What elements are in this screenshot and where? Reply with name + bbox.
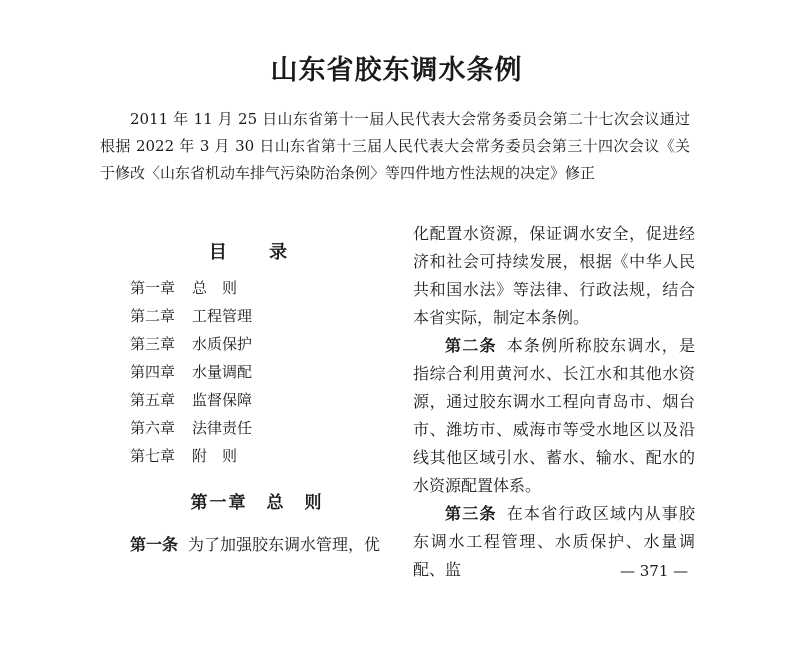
article-1 [130, 531, 384, 559]
toc-chapter: 第四章 [130, 363, 176, 381]
toc-chapter-name: 水量调配 [192, 363, 253, 381]
toc-item [130, 442, 384, 470]
chapter-heading: 第一章 总 则 [190, 493, 324, 513]
toc-title: 目 录 [208, 242, 306, 263]
article-label: 第二条 [445, 336, 497, 355]
article-label: 第一条 [130, 535, 179, 554]
toc-item [130, 274, 384, 302]
page-number: — 371 — [620, 562, 689, 580]
preamble-text: 2011 年 11 月 25 日山东省第十一届人民代表大会常务委员会第二十七次会议通过 根据 2022 年 3 月 30 日山东省第十三届人民代表大会常务委员会第三十四次会议《关于修改〈山东省机动车排气污染防治条例〉等四件地方性法规的决定》修正 [100, 110, 706, 182]
toc-chapter: 第二章 [130, 307, 176, 325]
toc-chapter-name: 附 则 [192, 447, 238, 465]
toc-item [130, 414, 384, 442]
toc-item [130, 330, 384, 358]
toc-chapter-name: 法律责任 [192, 419, 253, 437]
right-column [413, 220, 695, 584]
toc-item [130, 358, 384, 386]
toc-item [130, 302, 384, 330]
toc-chapter-name: 水质保护 [192, 335, 253, 353]
toc-chapter: 第五章 [130, 391, 176, 409]
document-title: 山东省胶东调水条例 [270, 55, 523, 86]
toc-chapter-name: 总 则 [192, 279, 238, 297]
article-text: 本条例所称胶东调水，是指综合利用黄河水、长江水和其他水资源，通过胶东调水工程向青岛市、烟台市、潍坊市、威海市等受水地区以及沿线其他区域引水、蓄水、输水、配水的水资源配置体系。 [413, 336, 695, 495]
article-text: 为了加强胶东调水管理，优 [188, 535, 381, 554]
toc-chapter: 第三章 [130, 335, 176, 353]
left-column [130, 238, 384, 559]
article-text: 在本省行政区域内从事胶东调水工程管理、水质保护、水量调配、监 [413, 504, 695, 579]
toc-chapter: 第一章 [130, 279, 176, 297]
article-label: 第三条 [445, 504, 497, 523]
toc-chapter-name: 工程管理 [192, 307, 253, 325]
table-of-contents [130, 274, 384, 470]
toc-chapter-name: 监督保障 [192, 391, 253, 409]
preamble [100, 106, 706, 187]
toc-chapter: 第六章 [130, 419, 176, 437]
toc-item [130, 386, 384, 414]
article-2 [413, 332, 695, 500]
toc-chapter: 第七章 [130, 447, 176, 465]
article-1-continuation: 化配置水资源，保证调水安全，促进经济和社会可持续发展，根据《中华人民共和国水法》等法律、行政法规，结合本省实际，制定本条例。 [413, 224, 695, 327]
